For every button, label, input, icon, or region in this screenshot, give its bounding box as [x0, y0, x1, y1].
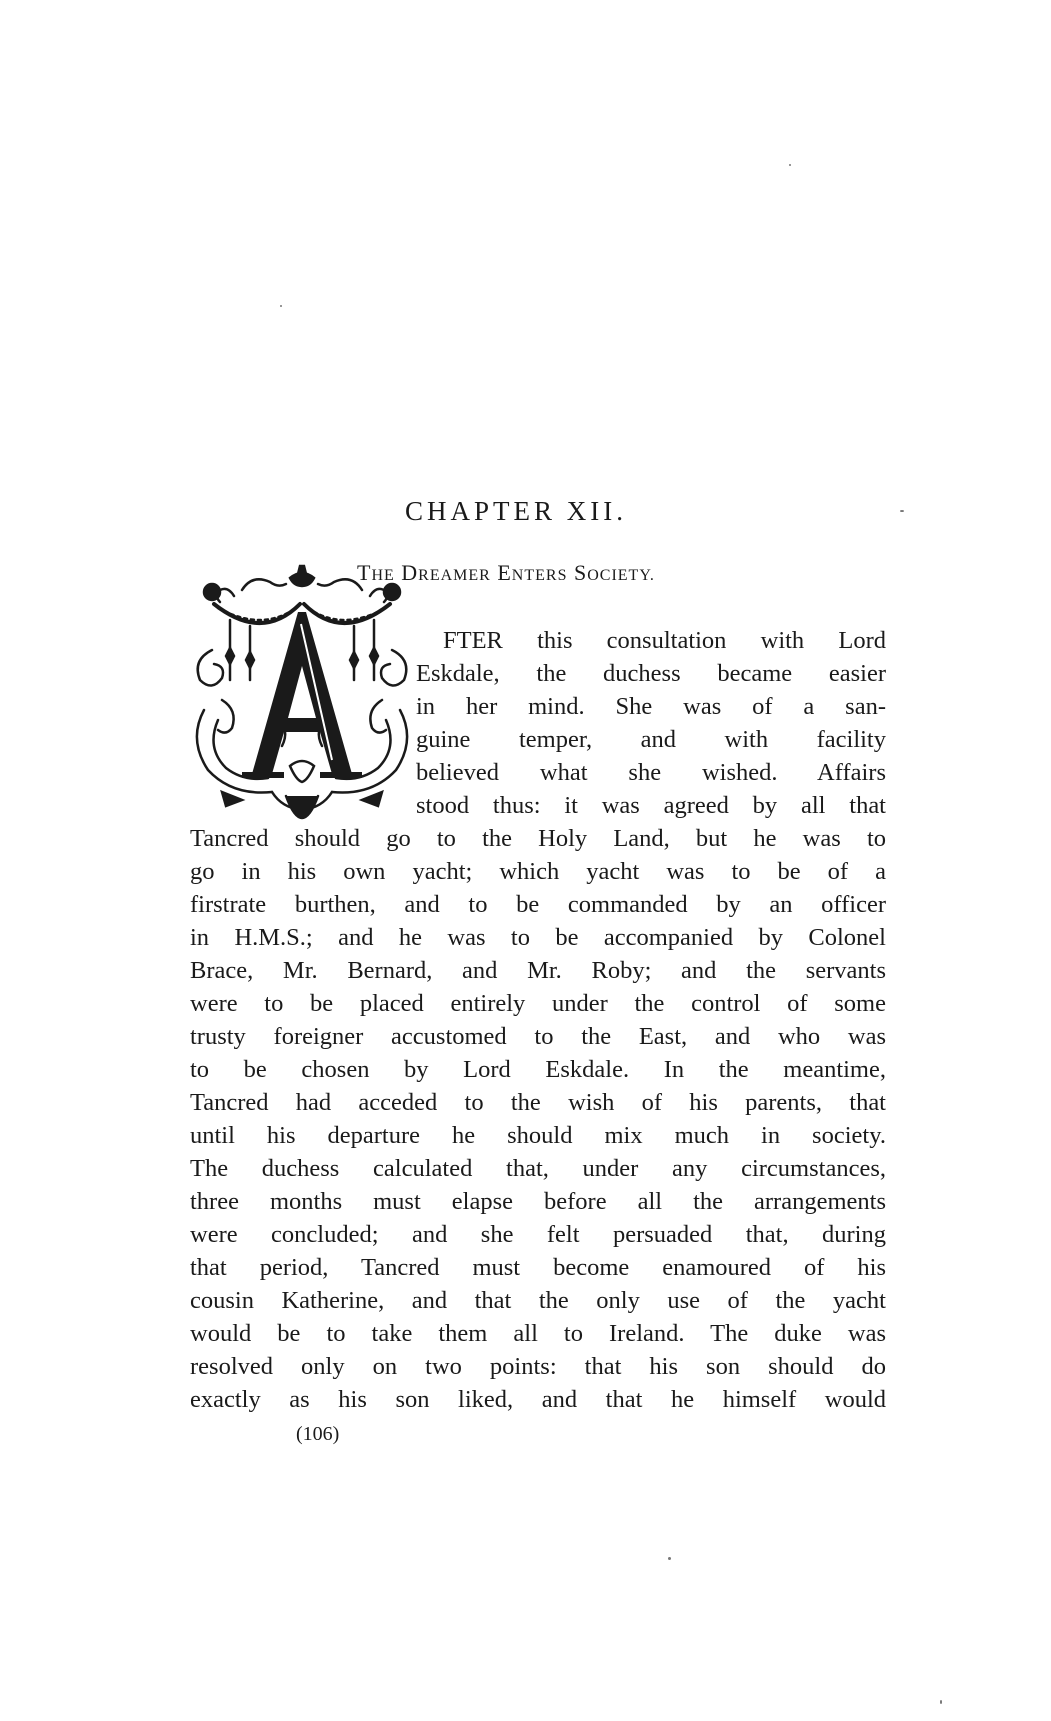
subtitle-word: DREAMER: [401, 560, 491, 585]
scan-speck: [280, 305, 282, 307]
text-line: trusty foreigner accustomed to the East, and who was: [190, 1023, 886, 1050]
scan-speck: [900, 510, 904, 512]
text-line: The duchess calculated that, under any circumstances,: [190, 1155, 886, 1182]
page-number: (106): [296, 1423, 340, 1445]
scan-speck: [789, 164, 791, 166]
text-line: go in his own yacht; which yacht was to be of a: [190, 858, 886, 885]
subtitle-word: ENTERS: [497, 560, 568, 585]
text-line: firstrate burthen, and to be commanded by an officer: [190, 891, 886, 918]
text-line: resolved only on two points: that his son should do: [190, 1353, 886, 1380]
text-line: believed what she wished. Affairs: [416, 759, 886, 786]
text-line: guine temper, and with facility: [416, 726, 886, 753]
text-line: Tancred had acceded to the wish of his parents, that: [190, 1089, 886, 1116]
chapter-title: CHAPTER XII.: [405, 496, 627, 526]
text-line: in her mind. She was of a san-: [416, 693, 886, 720]
text-line: in H.M.S.; and he was to be accompanied by Colonel: [190, 924, 886, 951]
subtitle-word: THE: [357, 560, 395, 585]
text-line: that period, Tancred must become enamoured of his: [190, 1254, 886, 1281]
text-line: were to be placed entirely under the control of some: [190, 990, 886, 1017]
text-line: to be chosen by Lord Eskdale. In the meantime,: [190, 1056, 886, 1083]
subtitle-word: SOCIETY.: [573, 560, 655, 585]
text-line: stood thus: it was agreed by all that: [416, 792, 886, 819]
text-line: Brace, Mr. Bernard, and Mr. Roby; and the servants: [190, 957, 886, 984]
scan-speck: [668, 1557, 671, 1560]
text-line: FTER this consultation with Lord: [443, 627, 886, 654]
text-line: Tancred should go to the Holy Land, but he was to: [190, 825, 886, 852]
text-line: cousin Katherine, and that the only use of the yacht: [190, 1287, 886, 1314]
body-text: [190, 624, 886, 1416]
text-line: exactly as his son liked, and that he himself would: [190, 1386, 886, 1413]
text-line: three months must elapse before all the arrangements: [190, 1188, 886, 1215]
scan-speck: [940, 1700, 942, 1704]
text-line: would be to take them all to Ireland. The duke was: [190, 1320, 886, 1347]
text-line: Eskdale, the duchess became easier: [416, 660, 886, 687]
text-line: were concluded; and she felt persuaded that, during: [190, 1221, 886, 1248]
text-line: until his departure he should mix much in society.: [190, 1122, 886, 1149]
